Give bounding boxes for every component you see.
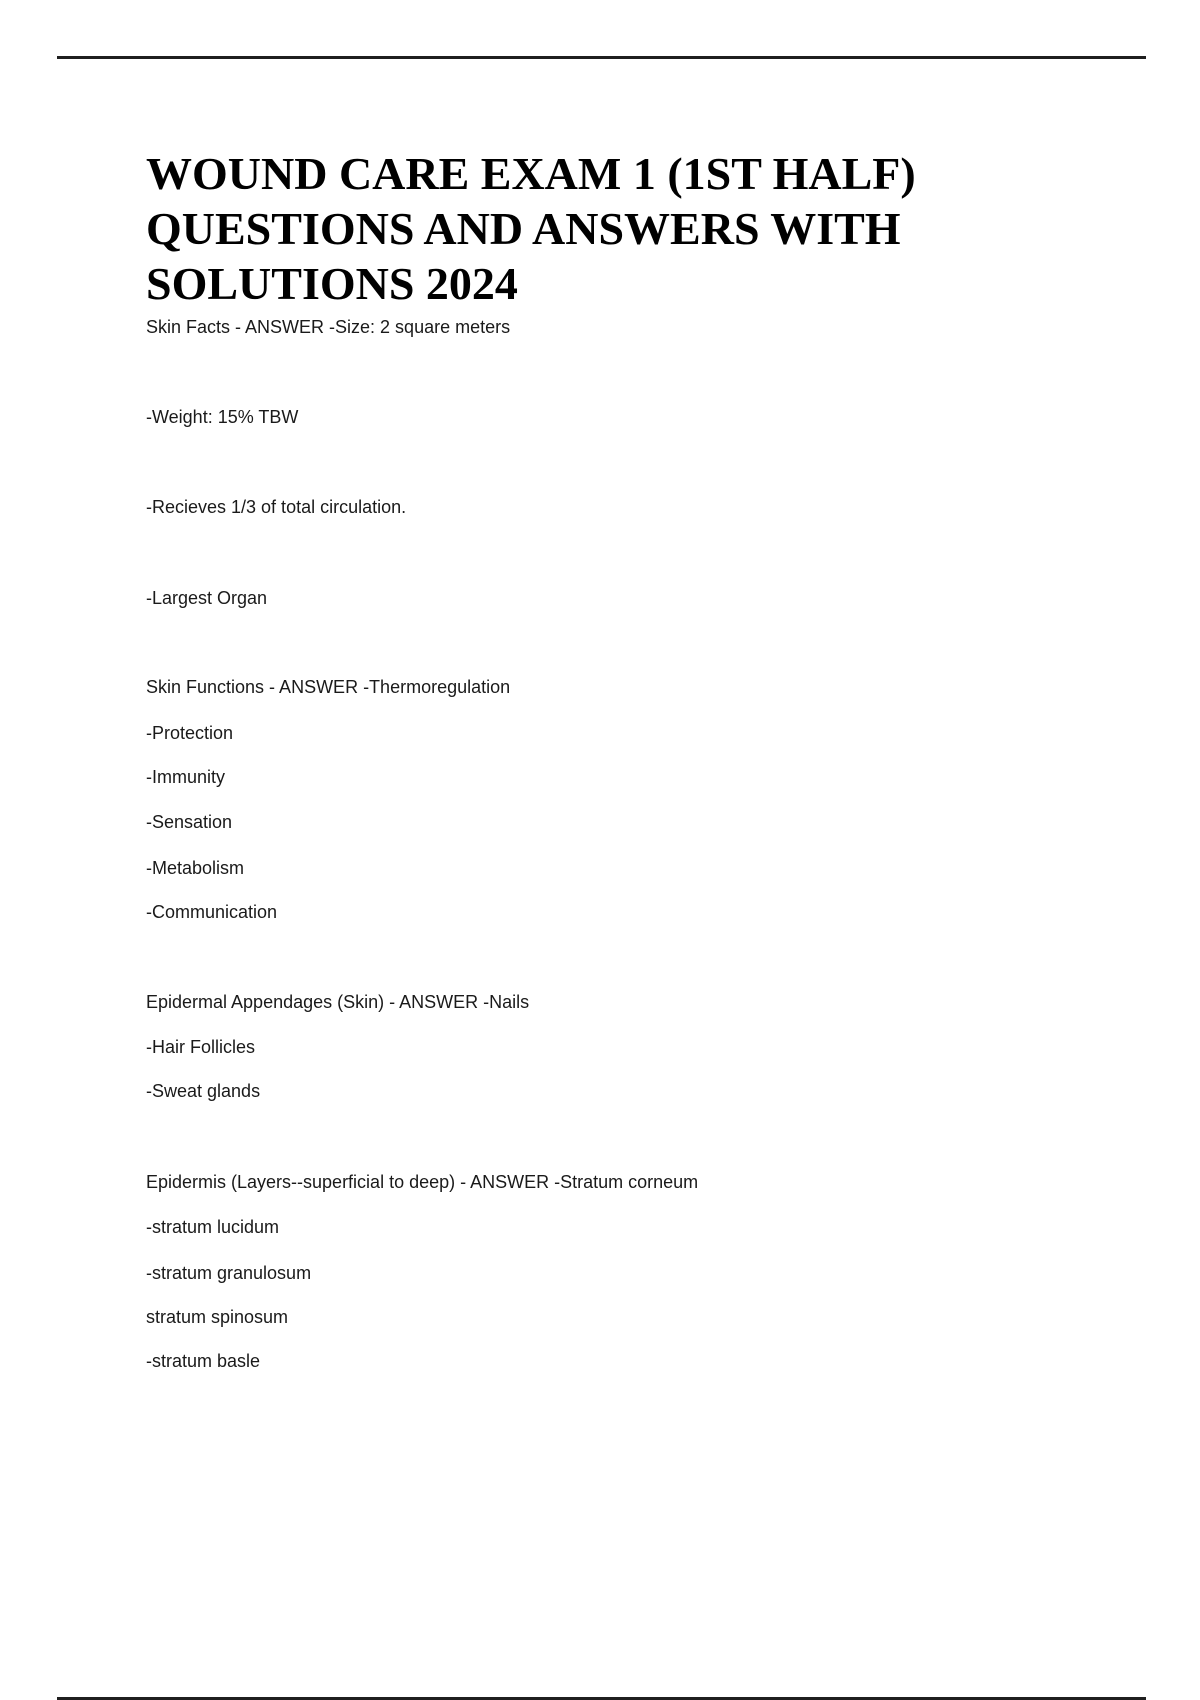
qa-line: -stratum lucidum [146, 1217, 280, 1237]
qa-line: -Recieves 1/3 of total circulation. [146, 497, 407, 517]
qa-line: Skin Functions - ANSWER -Thermoregulation [146, 677, 511, 697]
qa-line: -Sensation [146, 812, 233, 832]
qa-line: -Hair Follicles [146, 1037, 256, 1057]
qa-line: Skin Facts - ANSWER -Size: 2 square meters [146, 317, 511, 337]
qa-line: -Protection [146, 723, 234, 743]
qa-line: -stratum granulosum [146, 1263, 312, 1283]
title-line-2: QUESTIONS AND ANSWERS WITH [146, 203, 901, 254]
header-rule [57, 56, 1146, 59]
qa-line: -Weight: 15% TBW [146, 407, 299, 427]
qa-line: -Immunity [146, 767, 226, 787]
document-title [146, 146, 1046, 311]
qa-line: Epidermis (Layers--superficial to deep) - ANSWER -Stratum corneum [146, 1172, 699, 1192]
qa-line: -Communication [146, 902, 278, 922]
qa-line: stratum spinosum [146, 1307, 289, 1327]
title-line-3: SOLUTIONS 2024 [146, 258, 518, 309]
title-line-1: WOUND CARE EXAM 1 (1ST HALF) [146, 148, 916, 199]
qa-line: -stratum basle [146, 1351, 261, 1371]
qa-line: -Sweat glands [146, 1081, 261, 1101]
qa-line: -Metabolism [146, 858, 245, 878]
qa-line: -Largest Organ [146, 588, 268, 608]
qa-line: Epidermal Appendages (Skin) - ANSWER -Nails [146, 992, 530, 1012]
